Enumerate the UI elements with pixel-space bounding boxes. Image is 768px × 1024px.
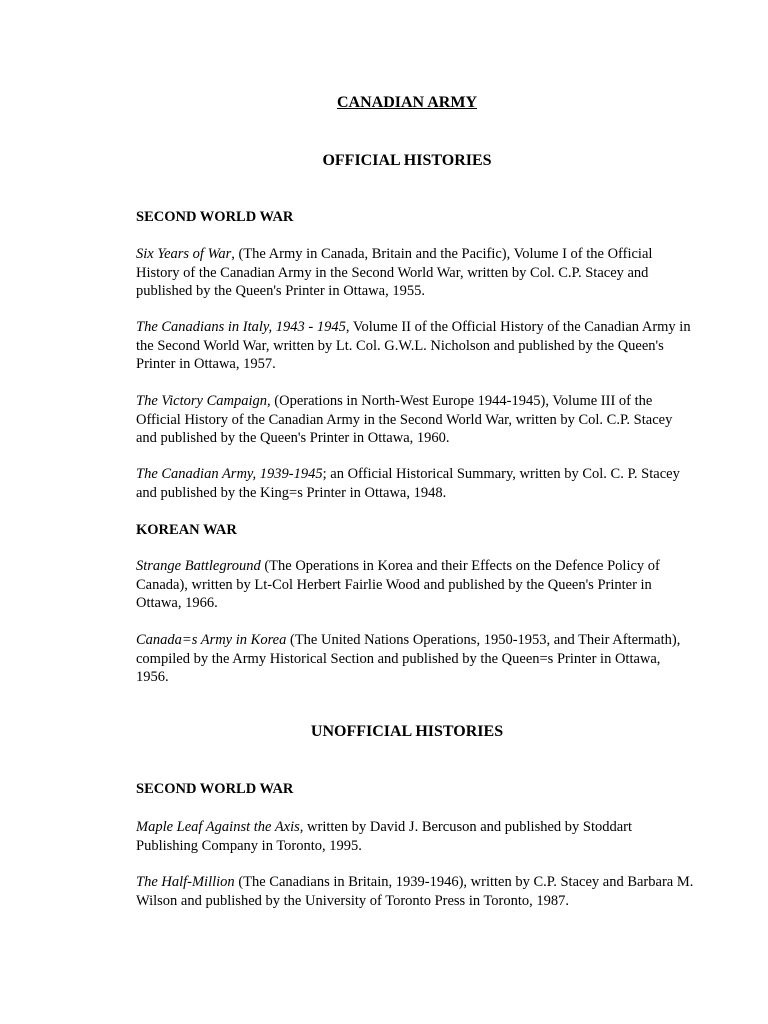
entry-title: Maple Leaf Against the Axis <box>136 819 300 835</box>
entry-text: (The United Nations Operations, 1950-1953, and Their Aftermath), compiled by the Army Historical Section and published by the Queen=s Printer in Ottawa, 1956. <box>136 632 681 685</box>
entry-title: The Half-Million <box>136 874 235 890</box>
document-title: CANADIAN ARMY <box>337 94 477 111</box>
entry-title: Six Years of War <box>136 246 232 262</box>
entry-title: The Victory Campaign <box>136 393 268 409</box>
entry-title: The Canadians in Italy, 1943 - 1945 <box>136 319 346 335</box>
entry-text: , written by David J. Bercuson and published by Stoddart Publishing Company in Toronto, 1995. <box>136 819 633 854</box>
bibliography-entry <box>136 245 696 301</box>
entry-text: (The Canadians in Britain, 1939-1946), written by C.P. Stacey and Barbara M. Wilson and published by the University of Toronto Press in Toronto, 1987. <box>136 874 694 909</box>
bibliography-entry <box>136 318 696 374</box>
bibliography-entry <box>136 631 696 687</box>
bibliography-entry <box>136 392 696 448</box>
unofficial-ww2-subheading: SECOND WORLD WAR <box>136 781 294 797</box>
entry-title: Strange Battleground <box>136 558 261 574</box>
entry-title: The Canadian Army, 1939-1945 <box>136 466 323 482</box>
bibliography-entry <box>136 818 696 855</box>
entry-text: , (The Army in Canada, Britain and the Pacific), Volume I of the Official History of the Canadian Army in the Second World War, written by Col. C.P. Stacey and published by the Queen's Printer in Ottawa, 1955. <box>136 246 653 299</box>
entry-text: (The Operations in Korea and their Effects on the Defence Policy of Canada), written by Lt-Col Herbert Fairlie Wood and published by the Queen's Printer in Ottawa, 1966. <box>136 558 660 611</box>
entry-text: , Volume II of the Official History of the Canadian Army in the Second World War, written by Lt. Col. G.W.L. Nicholson and published by the Queen's Printer in Ottawa, 1957. <box>136 319 691 372</box>
bibliography-entry <box>136 873 696 910</box>
entry-title: Canada=s Army in Korea <box>136 632 287 648</box>
official-histories-heading: OFFICIAL HISTORIES <box>322 152 492 169</box>
unofficial-histories-heading: UNOFFICIAL HISTORIES <box>310 723 504 740</box>
official-korea-subheading: KOREAN WAR <box>136 522 237 538</box>
entry-text: , (Operations in North-West Europe 1944-1945), Volume III of the Official History of the Canadian Army in the Second World War, written by Col. C.P. Stacey and published by the Queen's Printer in Ottawa, 1960. <box>136 393 673 446</box>
bibliography-entry <box>136 465 696 502</box>
entry-text: ; an Official Historical Summary, written by Col. C. P. Stacey and published by the King=s Printer in Ottawa, 1948. <box>136 466 680 501</box>
bibliography-entry <box>136 557 696 613</box>
official-ww2-subheading: SECOND WORLD WAR <box>136 209 294 225</box>
